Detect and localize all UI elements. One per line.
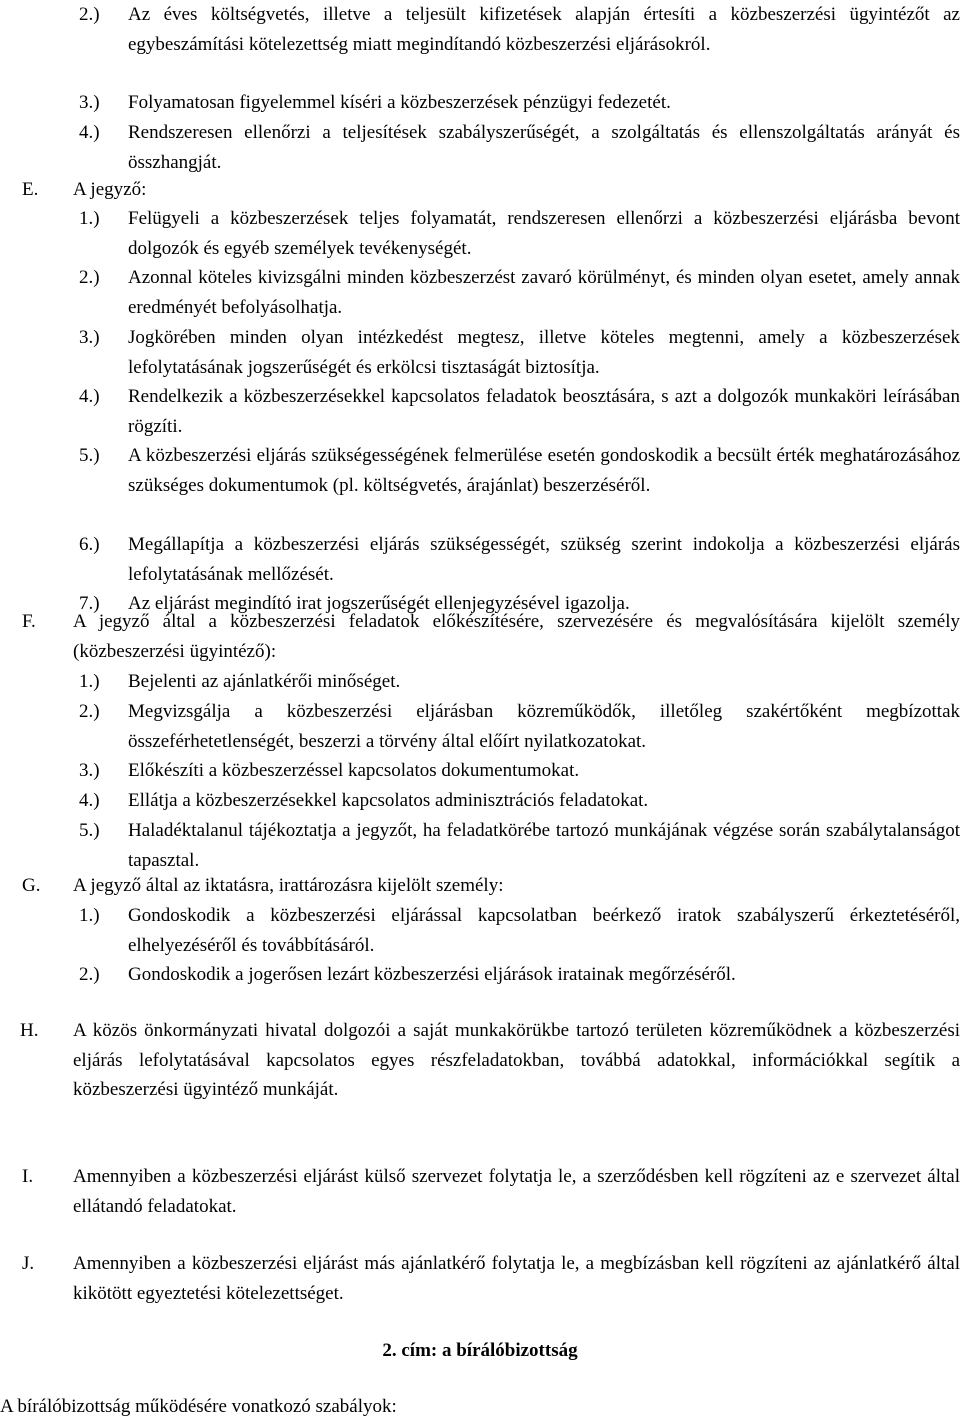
- item-text: Rendelkezik a közbeszerzésekkel kapcsolatos feladatok beosztására, s azt a dolgozók munkaköri leírásában rögzíti.: [128, 386, 960, 437]
- section-h: [0, 1016, 960, 1105]
- item-text: Előkészíti a közbeszerzéssel kapcsolatos dokumentumokat.: [128, 760, 580, 781]
- list-item: [0, 441, 960, 530]
- section-letter: G.: [22, 875, 41, 896]
- item-text: Gondoskodik a közbeszerzési eljárással kapcsolatban beérkező iratok szabályszerű érkeztetéséről, elhelyezéséről és továbbításáról.: [128, 905, 960, 956]
- section-heading: [0, 175, 960, 204]
- section-letter: E.: [22, 179, 39, 200]
- item-number: 4.): [79, 386, 100, 407]
- chapter-heading: 2. cím: a bírálóbizottság: [382, 1340, 578, 1361]
- item-number: 1.): [79, 905, 100, 926]
- list-item: [0, 323, 960, 382]
- list-item: [0, 118, 960, 177]
- item-number: 3.): [79, 760, 100, 781]
- list-item: [0, 667, 960, 697]
- list-item: [0, 816, 960, 875]
- item-number: 2.): [79, 4, 100, 25]
- item-text: Jogkörében minden olyan intézkedést megtesz, illetve köteles megtenni, amely a közbeszerzések lefolytatásának jogszerűségét és erkölcsi tisztaságát biztosítja.: [128, 327, 960, 378]
- item-number: 2.): [79, 701, 100, 722]
- item-text: Rendszeresen ellenőrzi a teljesítések szabályszerűségét, a szolgáltatás és ellenszolgáltatás arányát és összhangját.: [128, 122, 960, 173]
- section-letter: I.: [22, 1166, 34, 1187]
- list-item: [0, 0, 960, 88]
- item-text: Megállapítja a közbeszerzési eljárás szükségességét, szükség szerint indokolja a közbeszerzési eljárás lefolytatásának mellőzését.: [128, 534, 960, 585]
- section-heading: [0, 607, 960, 667]
- item-text: Megvizsgálja a közbeszerzési eljárásban közreműködők, illetőleg szakértőként megbízottak összeférhetetlenségét, beszerzi a törvény által előírt nyilatkozatokat.: [128, 701, 960, 752]
- section-letter: H.: [20, 1020, 39, 1041]
- section-heading: [0, 871, 960, 901]
- section-text: Amennyiben a közbeszerzési eljárást külső szervezet folytatja le, a szerződésben kell rögzíteni az e szervezet által ellátandó feladatokat.: [73, 1166, 960, 1217]
- item-text: Az eljárást megindító irat jogszerűségét ellenjegyzésével igazolja.: [128, 593, 630, 614]
- item-text: Ellátja a közbeszerzésekkel kapcsolatos adminisztrációs feladatokat.: [128, 790, 649, 811]
- item-text: A közbeszerzési eljárás szükségességének felmerülése esetén gondoskodik a becsült érték meghatározásához szükséges dokumentumok (pl. költségvetés, árajánlat) beszerzéséről.: [128, 445, 960, 496]
- list-item: [0, 88, 960, 118]
- item-number: 5.): [79, 445, 100, 466]
- section-f: [0, 607, 960, 875]
- list-item: [0, 960, 960, 990]
- list-item: [0, 530, 960, 589]
- section-e: [0, 175, 960, 619]
- item-text: Felügyeli a közbeszerzések teljes folyamatát, rendszeresen ellenőrzi a közbeszerzési eljárásba bevont dolgozók és egyéb személyek tevékenységét.: [128, 208, 960, 259]
- list-item: [0, 786, 960, 816]
- item-number: 1.): [79, 208, 100, 229]
- item-number: 2.): [79, 964, 100, 985]
- section-j: [0, 1249, 960, 1308]
- item-text: Folyamatosan figyelemmel kíséri a közbeszerzések pénzügyi fedezetét.: [128, 92, 671, 113]
- list-item: [0, 697, 960, 756]
- list-item: [0, 756, 960, 786]
- list-item: [0, 204, 960, 263]
- item-number: 7.): [79, 593, 100, 614]
- section-letter: J.: [22, 1253, 35, 1274]
- section-title: A jegyző:: [73, 179, 147, 200]
- item-text: Haladéktalanul tájékoztatja a jegyzőt, ha feladatkörébe tartozó munkájának végzése során szabálytalanságot tapasztal.: [128, 820, 960, 871]
- list-item: [0, 382, 960, 441]
- intro-line: A bírálóbizottság működésére vonatkozó szabályok:: [0, 1396, 397, 1417]
- item-number: 3.): [79, 327, 100, 348]
- section-letter: F.: [22, 611, 36, 632]
- item-text: Gondoskodik a jogerősen lezárt közbeszerzési eljárások iratainak megőrzéséről.: [128, 964, 736, 985]
- item-text: Bejelenti az ajánlatkérői minőséget.: [128, 671, 401, 692]
- item-number: 6.): [79, 534, 100, 555]
- section-title: A jegyző által a közbeszerzési feladatok előkészítésére, szervezésére és megvalósítására kijelölt személy (közbeszerzési ügyintéző):: [73, 611, 960, 662]
- item-number: 1.): [79, 671, 100, 692]
- section-title: A jegyző által az iktatásra, irattározásra kijelölt személy:: [73, 875, 504, 896]
- section-i: [0, 1162, 960, 1221]
- section-text: Amennyiben a közbeszerzési eljárást más ajánlatkérő folytatja le, a megbízásban kell rögzíteni az ajánlatkérő által kikötött egyeztetési kötelezettséget.: [73, 1253, 960, 1304]
- item-number: 4.): [79, 122, 100, 143]
- item-text: Azonnal köteles kivizsgálni minden közbeszerzést zavaró körülményt, és minden olyan esetet, amely annak eredményét befolyásolhatja.: [128, 267, 960, 318]
- list-item: [0, 263, 960, 323]
- item-text: Az éves költségvetés, illetve a teljesült kifizetések alapján értesíti a közbeszerzési ügyintézőt az egybeszámítási kötelezettség miatt megindítandó közbeszerzési eljárásokról.: [128, 4, 960, 55]
- section-paragraph: [0, 1162, 960, 1221]
- section-paragraph: [0, 1249, 960, 1308]
- section-g: [0, 871, 960, 990]
- item-number: 3.): [79, 92, 100, 113]
- list-item: [0, 901, 960, 960]
- item-number: 4.): [79, 790, 100, 811]
- item-number: 2.): [79, 267, 100, 288]
- top-item-list: [0, 0, 960, 177]
- section-text: A közös önkormányzati hivatal dolgozói a saját munkakörükbe tartozó területen közreműködnek a közbeszerzési eljárás lefolytatásával kapcsolatos egyes részfeladatokban, továbbá adatokkal, információkkal segítik a közbeszerzési ügyintéző munkáját.: [73, 1020, 960, 1101]
- item-number: 5.): [79, 820, 100, 841]
- section-paragraph: [0, 1016, 960, 1105]
